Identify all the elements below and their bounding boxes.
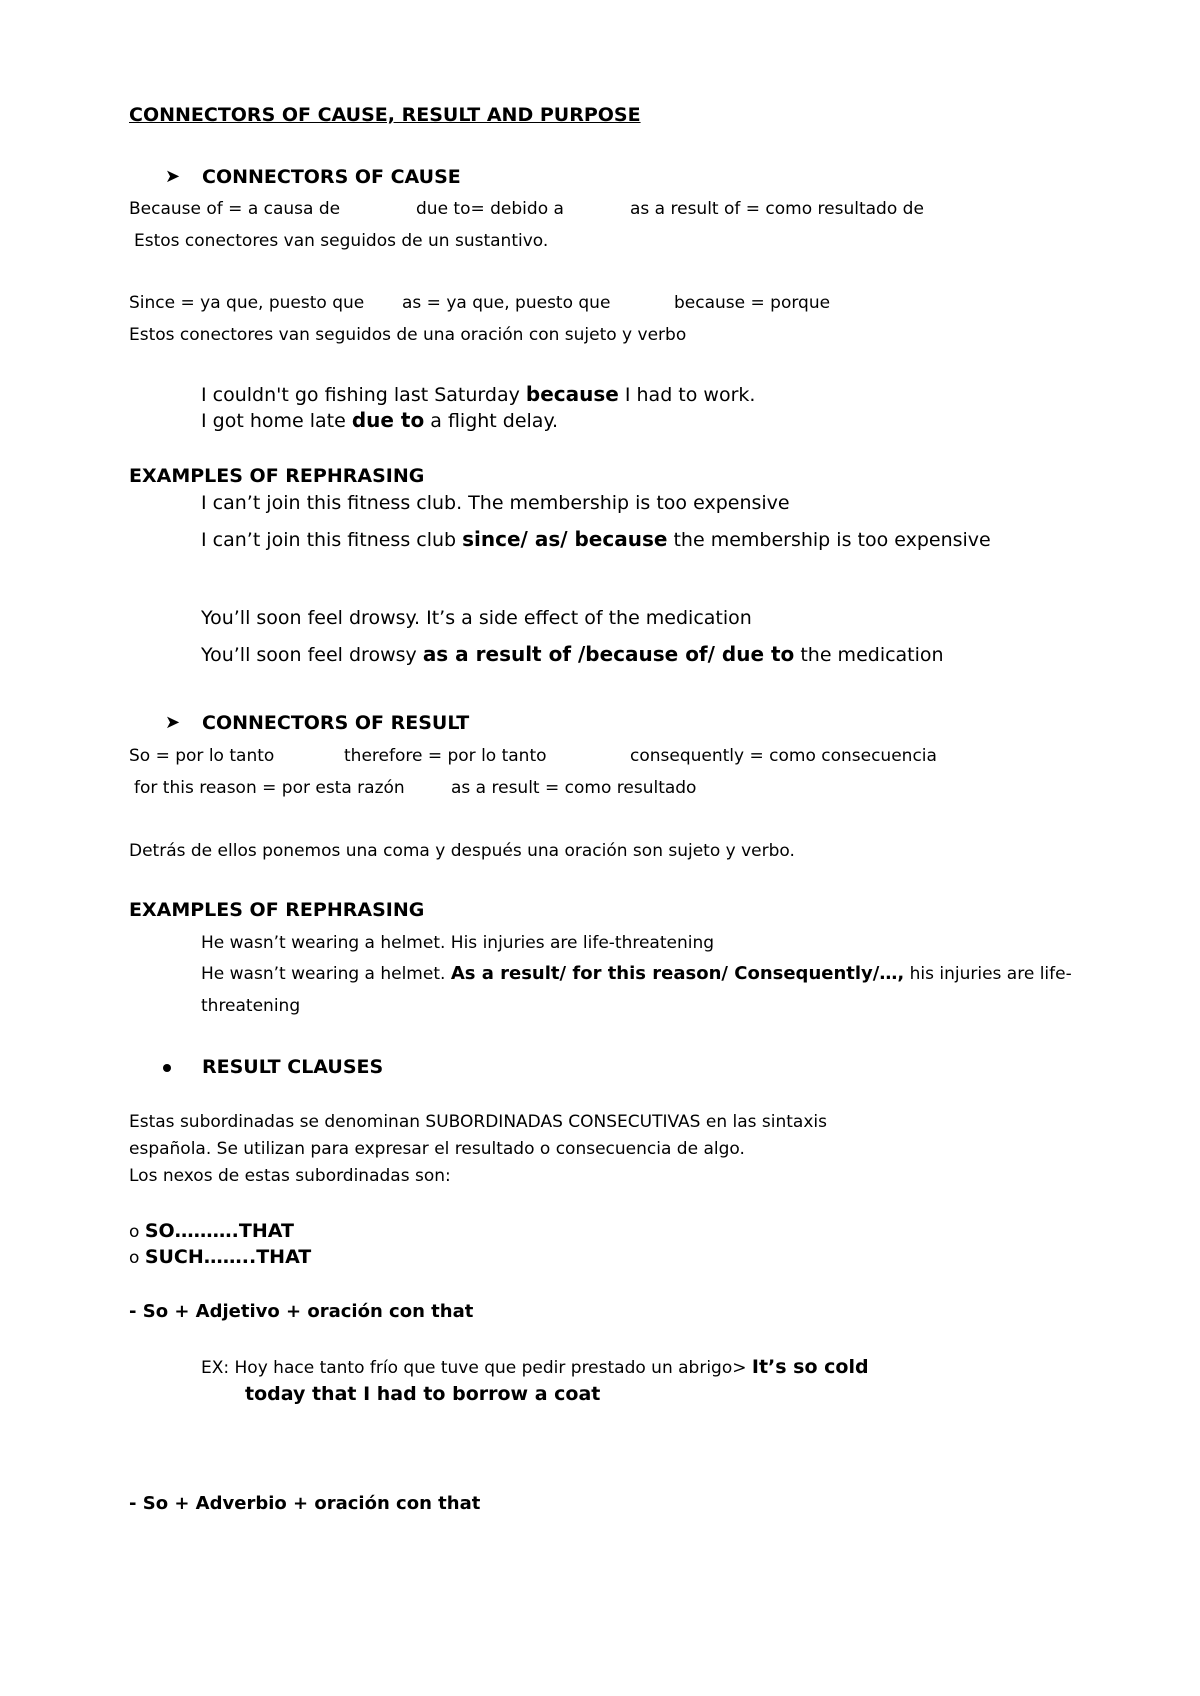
clauses-paragraph-line-3: Los nexos de estas subordinadas son: <box>129 1166 451 1186</box>
cause-connector-1: Because of = a causa de <box>129 199 341 219</box>
result-rephrasing-heading: EXAMPLES OF REPHRASING <box>129 899 425 921</box>
cause-rephrase-1: I can’t join this fitness club. The membership is too expensive <box>201 492 790 514</box>
cause-connector-4: Since = ya que, puesto que <box>129 293 365 313</box>
result-connector-2: therefore = por lo tanto <box>344 746 547 766</box>
nexus-item-2: o SUCH……..THAT <box>129 1246 312 1268</box>
cause-rephrase-3: You’ll soon feel drowsy. It’s a side effect of the medication <box>201 607 752 629</box>
result-rephrase-1: He wasn’t wearing a helmet. His injuries are life-threatening <box>201 933 715 953</box>
result-connector-4: for this reason = por esta razón <box>134 778 405 798</box>
arrowhead-bullet-icon: ➤ <box>165 166 181 187</box>
result-rephrase-2-continued: threatening <box>201 996 301 1016</box>
cause-rephrase-4: You’ll soon feel drowsy as a result of /because of/ due to the medication <box>201 642 944 666</box>
cause-rephrasing-heading: EXAMPLES OF REPHRASING <box>129 465 425 487</box>
result-connector-5: as a result = como resultado <box>451 778 697 798</box>
result-heading: CONNECTORS OF RESULT <box>202 712 470 734</box>
clauses-heading: RESULT CLAUSES <box>202 1056 384 1078</box>
clauses-paragraph-line-1: Estas subordinadas se denominan SUBORDINADAS CONSECUTIVAS en las sintaxis <box>129 1112 827 1132</box>
cause-example-1: I couldn't go fishing last Saturday because I had to work. <box>201 382 756 406</box>
cause-note-1: Estos conectores van seguidos de un sustantivo. <box>134 231 549 251</box>
cause-heading: CONNECTORS OF CAUSE <box>202 166 461 188</box>
cause-connector-6: because = porque <box>674 293 831 313</box>
arrowhead-bullet-icon: ➤ <box>165 712 181 733</box>
rule-adjective: - So + Adjetivo + oración con that <box>129 1301 474 1322</box>
clauses-example-line-2: today that I had to borrow a coat <box>245 1383 601 1405</box>
cause-note-2: Estos conectores van seguidos de una oración con sujeto y verbo <box>129 325 687 345</box>
nexus-item-1: o SO……….THAT <box>129 1220 294 1242</box>
cause-rephrase-2: I can’t join this fitness club since/ as/ because the membership is too expensive <box>201 527 991 551</box>
cause-connector-3: as a result of = como resultado de <box>630 199 924 219</box>
page-title: CONNECTORS OF CAUSE, RESULT AND PURPOSE <box>129 104 641 126</box>
cause-connector-2: due to= debido a <box>416 199 564 219</box>
result-connector-3: consequently = como consecuencia <box>630 746 937 766</box>
clauses-paragraph-line-2: española. Se utilizan para expresar el resultado o consecuencia de algo. <box>129 1139 745 1159</box>
rule-adverb: - So + Adverbio + oración con that <box>129 1493 481 1514</box>
cause-connector-5: as = ya que, puesto que <box>402 293 611 313</box>
cause-example-2: I got home late due to a flight delay. <box>201 408 559 432</box>
result-rephrase-2: He wasn’t wearing a helmet. As a result/ for this reason/ Consequently/…, his injuries are life- <box>201 963 1072 984</box>
clauses-example-line-1: EX: Hoy hace tanto frío que tuve que pedir prestado un abrigo> It’s so cold <box>201 1356 869 1378</box>
result-connector-1: So = por lo tanto <box>129 746 275 766</box>
result-note: Detrás de ellos ponemos una coma y después una oración son sujeto y verbo. <box>129 841 795 861</box>
bullet-dot-icon <box>163 1064 171 1072</box>
